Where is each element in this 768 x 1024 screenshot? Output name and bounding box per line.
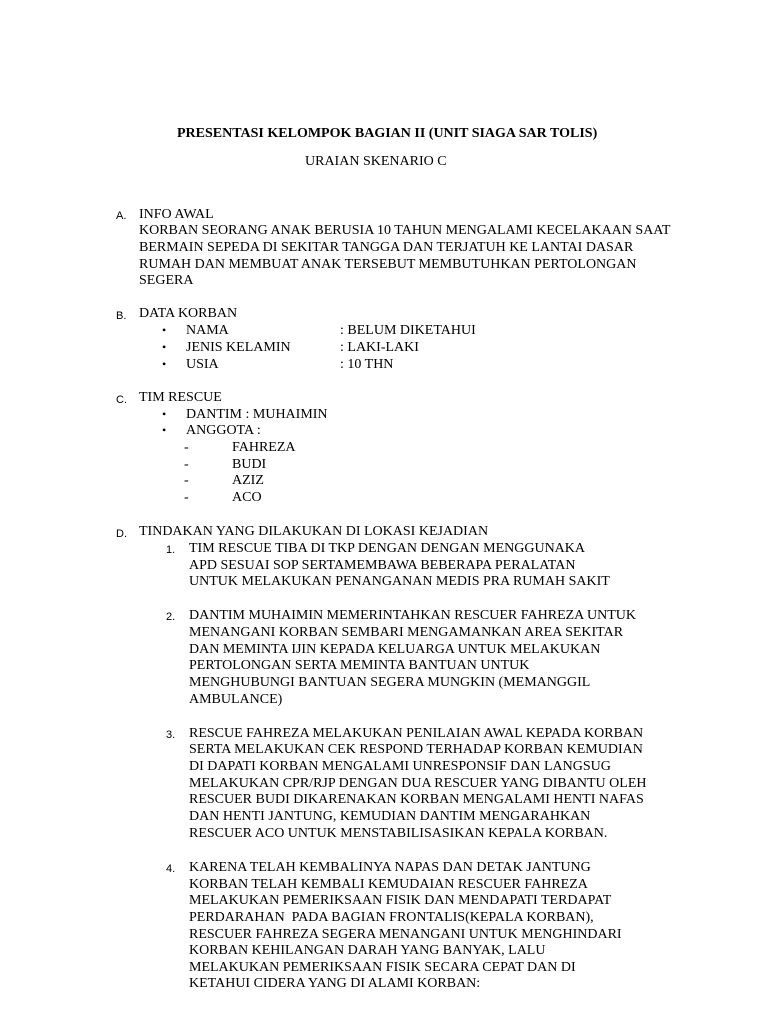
step-number: 3. [166,729,176,741]
step-text-line: TIM RESCUE TIBA DI TKP DENGAN DENGAN MENGGUNAKA [189,541,586,556]
step-text-line: MELAKUKAN PEMERIKSAAN FISIK SECARA CEPAT DAN DI [189,960,576,975]
step-text-line: PERTOLONGAN SERTA MEMINTA BANTUAN UNTUK [189,658,530,673]
step-text-line: APD SESUAI SOP SERTAMEMBAWA BEBERAPA PERALATAN [189,558,576,573]
field-value-usia: : 10 THN [340,357,394,372]
dash-marker: - [184,440,189,455]
step-text-line: DAN MEMINTA IJIN KEPADA KELUARGA UNTUK MELAKUKAN [189,642,601,657]
section-a-text-line: SEGERA [139,273,194,288]
bullet-icon: • [162,423,167,437]
section-c-marker: C. [116,394,127,406]
section-d-marker: D. [116,528,127,540]
step-number: 1. [166,544,176,556]
step-text-line: MENGHUBUNGI BANTUAN SEGERA MUNGKIN (MEMANGGIL [189,675,591,690]
step-text-line: KETAHUI CIDERA YANG DI ALAMI KORBAN: [189,976,481,991]
step-text-line: RESCUER FAHREZA SEGERA MENANGANI UNTUK MENGHINDARI [189,927,622,942]
section-b-marker: B. [116,310,127,322]
bullet-icon: • [162,407,167,421]
step-text-line: SERTA MELAKUKAN CEK RESPOND TERHADAP KORBAN KEMUDIAN [189,742,643,757]
section-b-heading: DATA KORBAN [139,306,238,321]
step-text-line: AMBULANCE) [189,692,283,707]
step-text-line: DAN HENTI JANTUNG, KEMUDIAN DANTIM MENGARAHKAN [189,809,591,824]
field-value-nama: : BELUM DIKETAHUI [340,323,476,338]
dash-marker: - [184,490,189,505]
step-text-line: KORBAN TELAH KEMBALI KEMUDAIAN RESCUER FAHREZA [189,877,588,892]
step-text-line: KORBAN KEHILANGAN DARAH YANG BANYAK, LALU [189,943,546,958]
step-number: 2. [166,611,176,623]
team-item-anggota: ANGGOTA : [186,423,261,438]
field-label-jenis-kelamin: JENIS KELAMIN [186,340,291,355]
field-label-nama: NAMA [186,323,229,338]
section-a-marker: A. [116,210,127,222]
step-text-line: RESCUER ACO UNTUK MENSTABILISASIKAN KEPALA KORBAN. [189,826,608,841]
bullet-icon: • [162,357,167,371]
dash-marker: - [184,457,189,472]
step-text-line: RESCUER BUDI DIKARENAKAN KORBAN MENGALAMI HENTI NAFAS [189,792,644,807]
step-text-line: DANTIM MUHAIMIN MEMERINTAHKAN RESCUER FAHREZA UNTUK [189,608,637,623]
page-subtitle: URAIAN SKENARIO C [305,154,447,169]
team-member: FAHREZA [232,440,296,455]
step-text-line: PERDARAHAN PADA BAGIAN FRONTALIS(KEPALA KORBAN), [189,910,594,925]
field-label-usia: USIA [186,357,219,372]
team-item-dantim: DANTIM : MUHAIMIN [186,407,328,422]
section-a-text-line: KORBAN SEORANG ANAK BERUSIA 10 TAHUN MENGALAMI KECELAKAAN SAAT [139,223,671,238]
team-member: ACO [232,490,262,505]
step-text-line: MENANGANI KORBAN SEMBARI MENGAMANKAN AREA SEKITAR [189,625,624,640]
section-a-text-line: RUMAH DAN MEMBUAT ANAK TERSEBUT MEMBUTUHKAN PERTOLONGAN [139,257,637,272]
section-c-heading: TIM RESCUE [139,390,222,405]
page-title: PRESENTASI KELOMPOK BAGIAN II (UNIT SIAGA SAR TOLIS) [177,126,598,141]
section-a-text-line: BERMAIN SEPEDA DI SEKITAR TANGGA DAN TERJATUH KE LANTAI DASAR [139,240,634,255]
step-text-line: MELAKUKAN CPR/RJP DENGAN DUA RESCUER YANG DIBANTU OLEH [189,776,647,791]
field-value-jenis-kelamin: : LAKI-LAKI [340,340,419,355]
team-member: BUDI [232,457,267,472]
section-a-heading: INFO AWAL [139,207,214,222]
step-text-line: UNTUK MELAKUKAN PENANGANAN MEDIS PRA RUMAH SAKIT [189,574,610,589]
step-text-line: KARENA TELAH KEMBALINYA NAPAS DAN DETAK JANTUNG [189,860,591,875]
step-text-line: DI DAPATI KORBAN MENGALAMI UNRESPONSIF DAN LANGSUG [189,759,611,774]
step-number: 4. [166,863,176,875]
section-d-heading: TINDAKAN YANG DILAKUKAN DI LOKASI KEJADIAN [139,524,489,539]
bullet-icon: • [162,323,167,337]
step-text-line: MELAKUKAN PEMERIKSAAN FISIK DAN MENDAPATI TERDAPAT [189,893,612,908]
bullet-icon: • [162,340,167,354]
dash-marker: - [184,473,189,488]
step-text-line: RESCUE FAHREZA MELAKUKAN PENILAIAN AWAL KEPADA KORBAN [189,726,644,741]
team-member: AZIZ [232,473,264,488]
